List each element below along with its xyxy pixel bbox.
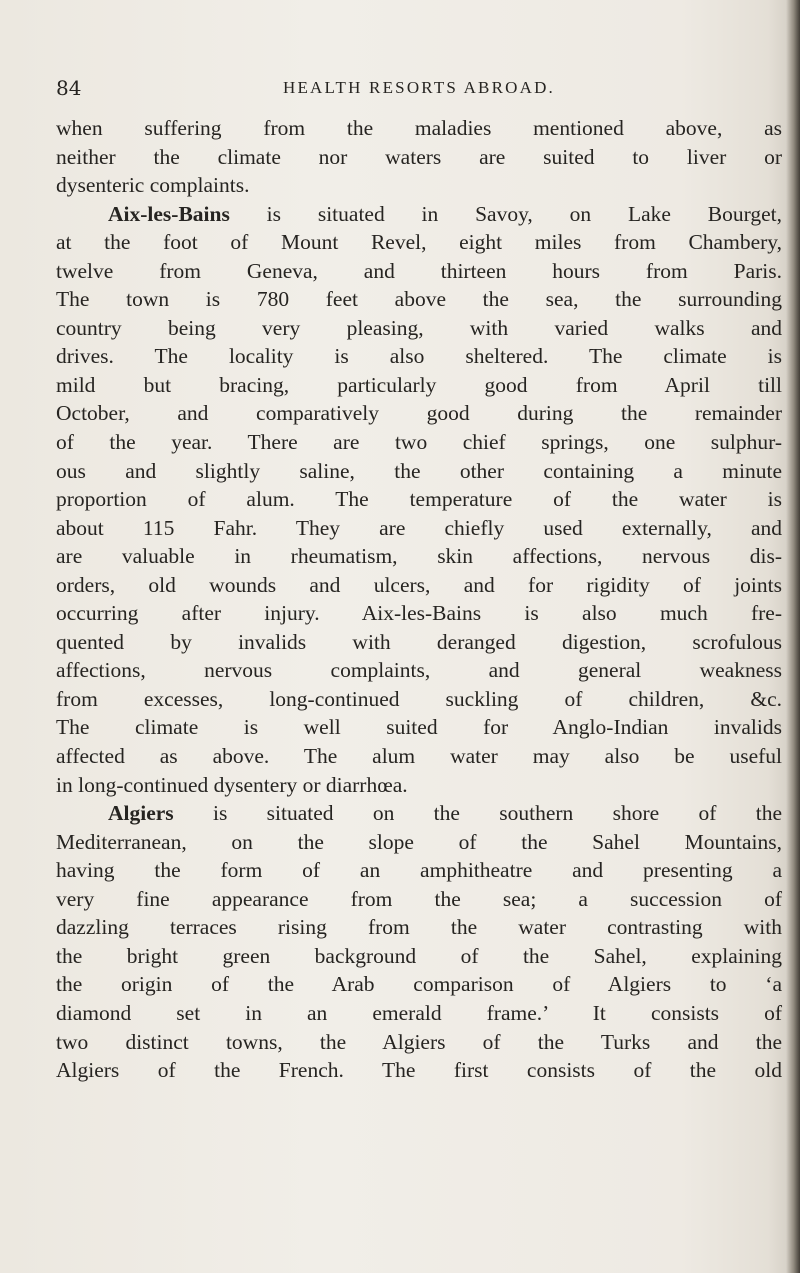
text-line: [56, 428, 782, 457]
text-line: [56, 457, 782, 486]
text-line: [56, 742, 782, 771]
text-line: [56, 171, 782, 200]
line-text: from excesses, long-continued suckling of children, &c.: [56, 686, 782, 711]
text-line: [56, 942, 782, 971]
line-text: proportion of alum. The temperature of the water is: [56, 487, 782, 512]
running-title: HEALTH RESORTS ABROAD.: [282, 78, 556, 97]
line-text: drives. The locality is also sheltered. The climate is: [56, 344, 782, 369]
line-text: Algiers of the French. The first consists of the old: [56, 1058, 782, 1083]
page-edge-shadow: [786, 0, 800, 1273]
text-line: [56, 314, 782, 343]
line-text: twelve from Geneva, and thirteen hours from Paris.: [56, 258, 782, 283]
line-text: the origin of the Arab comparison of Algiers to ‘a: [56, 972, 782, 997]
line-text: are valuable in rheumatism, skin affections, nervous dis-: [56, 544, 782, 569]
text-line: [56, 628, 782, 657]
line-text: The climate is well suited for Anglo-Indian invalids: [56, 715, 782, 740]
text-line: [56, 399, 782, 428]
page-header: [56, 76, 782, 106]
text-line: [56, 885, 782, 914]
text-line: [56, 143, 782, 172]
line-text: orders, old wounds and ulcers, and for rigidity of joints: [56, 572, 782, 597]
text-line: [56, 542, 782, 571]
text-line: [56, 799, 782, 828]
line-text: in long-continued dysentery or diarrhœa.: [56, 772, 408, 797]
text-line: [56, 257, 782, 286]
text-line: [56, 285, 782, 314]
line-text: dysenteric complaints.: [56, 173, 250, 198]
text-line: [56, 1056, 782, 1085]
line-text: affected as above. The alum water may also be useful: [56, 744, 782, 769]
page-number: 84: [56, 76, 82, 100]
line-text: of the year. There are two chief springs, one sulphur-: [56, 430, 782, 455]
line-text: is situated on the southern shore of the: [173, 801, 782, 826]
line-text: neither the climate nor waters are suited to liver or: [56, 144, 782, 169]
text-line: [56, 856, 782, 885]
line-text: occurring after injury. Aix-les-Bains is also much fre-: [56, 601, 782, 626]
line-text: the bright green background of the Sahel, explaining: [56, 943, 782, 968]
text-line: [56, 1028, 782, 1057]
line-text: very fine appearance from the sea; a succession of: [56, 886, 782, 911]
text-line: [56, 200, 782, 229]
line-text: Mediterranean, on the slope of the Sahel Mountains,: [56, 829, 782, 854]
text-line: [56, 599, 782, 628]
text-line: [56, 999, 782, 1028]
line-text: when suffering from the maladies mentioned above, as: [56, 116, 782, 140]
text-line: [56, 514, 782, 543]
text-line: [56, 114, 782, 143]
text-line: [56, 713, 782, 742]
line-text: The town is 780 feet above the sea, the surrounding: [56, 287, 782, 312]
text-line: [56, 228, 782, 257]
line-text: is situated in Savoy, on Lake Bourget,: [229, 201, 782, 226]
text-line: [56, 771, 782, 800]
text-line: [56, 485, 782, 514]
text-line: [56, 828, 782, 857]
line-text: at the foot of Mount Revel, eight miles from Chambery,: [56, 230, 782, 255]
line-text: dazzling terraces rising from the water contrasting with: [56, 915, 782, 940]
line-text: affections, nervous complaints, and general weakness: [56, 658, 782, 683]
text-line: [56, 571, 782, 600]
line-text: two distinct towns, the Algiers of the Turks and the: [56, 1029, 782, 1054]
entry-heading: Aix-les-Bains: [108, 201, 230, 226]
line-text: having the form of an amphitheatre and presenting a: [56, 858, 782, 883]
text-line: [56, 685, 782, 714]
entry-heading: Algiers: [108, 801, 174, 826]
text-line: [56, 342, 782, 371]
line-text: about 115 Fahr. They are chiefly used externally, and: [56, 515, 782, 540]
text-line: [56, 913, 782, 942]
line-text: quented by invalids with deranged digestion, scrofulous: [56, 629, 782, 654]
line-text: country being very pleasing, with varied walks and: [56, 315, 782, 340]
text-line: [56, 970, 782, 999]
text-line: [56, 656, 782, 685]
line-text: ous and slightly saline, the other containing a minute: [56, 458, 782, 483]
line-text: October, and comparatively good during the remainder: [56, 401, 782, 426]
line-text: mild but bracing, particularly good from April till: [56, 372, 782, 397]
text-line: [56, 371, 782, 400]
line-text: diamond set in an emerald frame.’ It consists of: [56, 1000, 782, 1025]
body-text: [56, 114, 782, 1085]
